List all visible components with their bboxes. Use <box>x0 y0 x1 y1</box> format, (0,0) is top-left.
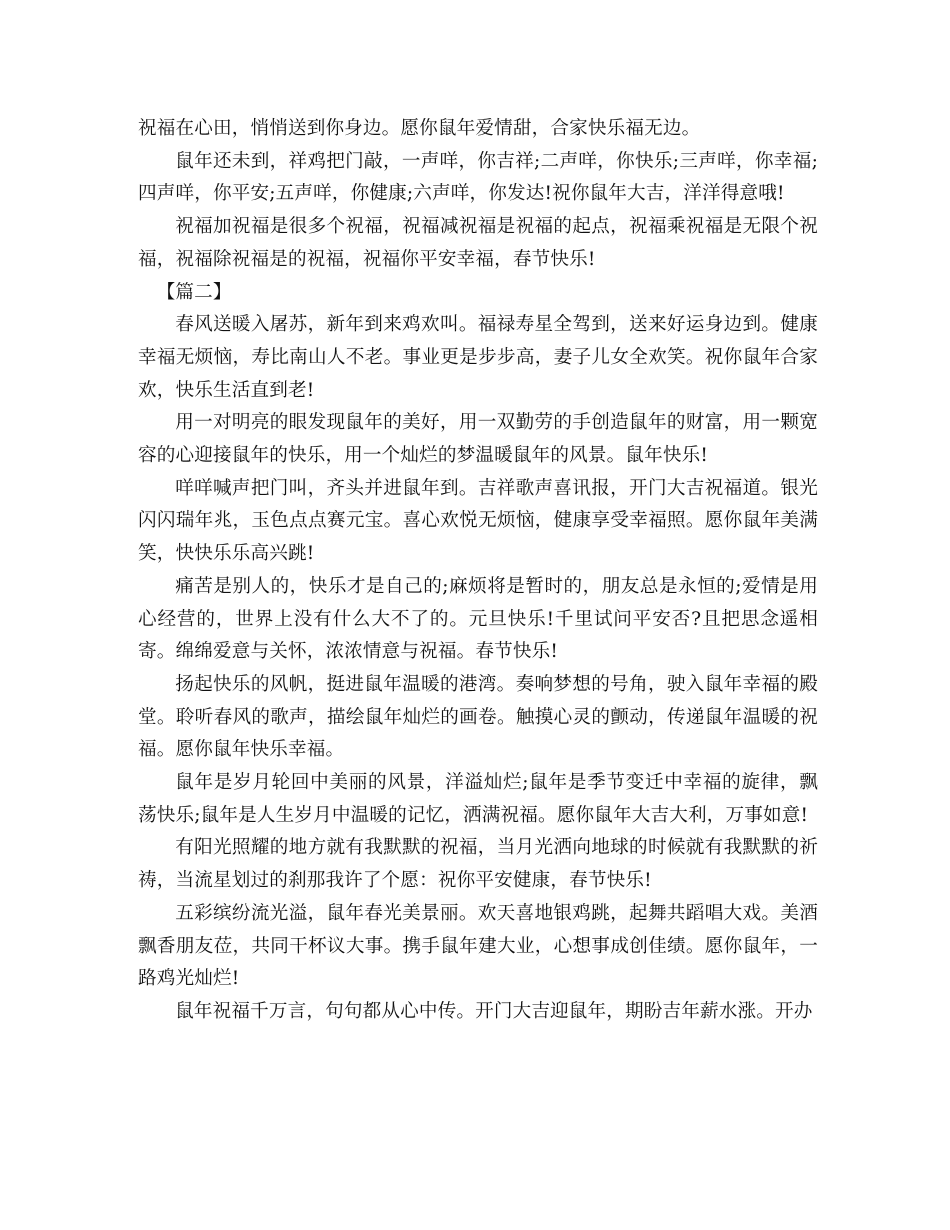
paragraph: 用一对明亮的眼发现鼠年的美好，用一双勤劳的手创造鼠年的财富，用一颗宽容的心迎接鼠年的快乐，用一个灿烂的梦温暖鼠年的风景。鼠年快乐! <box>138 412 818 467</box>
paragraph: 扬起快乐的风帆，挺进鼠年温暖的港湾。奏响梦想的号角，驶入鼠年幸福的殿堂。聆听春风的歌声，描绘鼠年灿烂的画卷。触摸心灵的颤动，传递鼠年温暖的祝福。愿你鼠年快乐幸福。 <box>138 673 818 761</box>
paragraph: 祝福加祝福是很多个祝福，祝福减祝福是祝福的起点，祝福乘祝福是无限个祝福，祝福除祝福是的祝福，祝福你平安幸福，春节快乐! <box>138 216 818 270</box>
paragraph: 痛苦是别人的，快乐才是自己的;麻烦将是暂时的，朋友总是永恒的;爱情是用心经营的，世界上没有什么大不了的。元旦快乐!千里试问平安否?且把思念遥相寄。绵绵爱意与关怀，浓浓情意与祝福。春节快乐! <box>138 575 818 663</box>
paragraph: 春风送暖入屠苏，新年到来鸡欢叫。福禄寿星全驾到，送来好运身边到。健康幸福无烦恼，寿比南山人不老。事业更是步步高，妻子儿女全欢笑。祝你鼠年合家欢，快乐生活直到老! <box>138 314 818 401</box>
paragraph: 鼠年祝福千万言，句句都从心中传。开门大吉迎鼠年，期盼吉年薪水涨。开办 <box>175 1000 813 1022</box>
paragraph: 有阳光照耀的地方就有我默默的祝福，当月光洒向地球的时候就有我默默的祈祷，当流星划过的刹那我许了个愿：祝你平安健康，春节快乐! <box>138 837 818 892</box>
paragraph: 鼠年还未到，祥鸡把门敲，一声咩，你吉祥;二声咩，你快乐;三声咩，你幸福;四声咩，你平安;五声咩，你健康;六声咩，你发达!祝你鼠年大吉，洋洋得意哦! <box>138 150 818 205</box>
paragraph: 咩咩喊声把门叫，齐头并进鼠年到。吉祥歌声喜讯报，开门大吉祝福道。银光闪闪瑞年兆，玉色点点赛元宝。喜心欢悦无烦恼，健康享受幸福照。愿你鼠年美满笑，快快乐乐高兴跳! <box>138 477 818 565</box>
document-body <box>138 113 818 1029</box>
paragraph: 鼠年是岁月轮回中美丽的风景，洋溢灿烂;鼠年是季节变迁中幸福的旋律，飘荡快乐;鼠年是人生岁月中温暖的记忆，洒满祝福。愿你鼠年大吉大利，万事如意! <box>138 772 818 826</box>
section-heading: 【篇二】 <box>156 281 232 303</box>
paragraph: 五彩缤纷流光溢，鼠年春光美景丽。欢天喜地银鸡跳，起舞共蹈唱大戏。美酒飘香朋友莅，共同干杯议大事。携手鼠年建大业，心想事成创佳绩。愿你鼠年，一路鸡光灿烂! <box>138 902 818 990</box>
paragraph: 祝福在心田，悄悄送到你身边。愿你鼠年爱情甜，合家快乐福无边。 <box>138 118 701 139</box>
